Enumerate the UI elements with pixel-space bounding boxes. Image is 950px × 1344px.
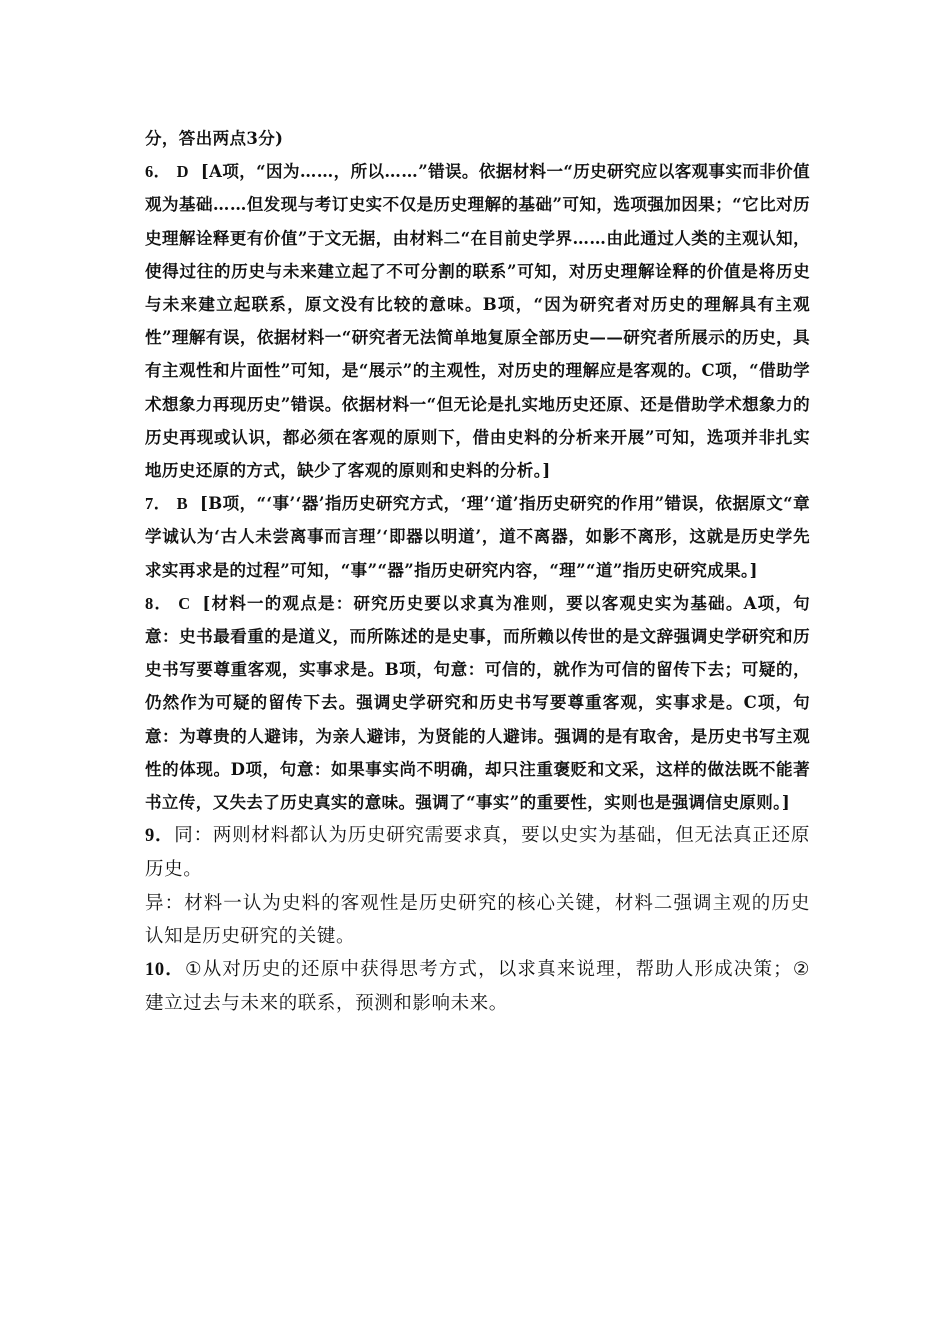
answer-text: ①从对历史的还原中获得思考方式，以求真来说理，帮助人形成决策；②建立过去与未来的联系，预测和影响未来。 xyxy=(145,959,810,1015)
question-number: 7． xyxy=(145,494,171,514)
fragment-top xyxy=(145,122,810,155)
fragment-top-text: 分，答出两点3分) xyxy=(145,129,284,148)
explanation-text: [B项，“‘事’‘器’指历史研究方式，‘理’‘道’指历史研究的作用”错误，依据原文“章学诚认为‘古人未尝离事而言理’‘即器以明道’，道不离器，如影不离形，这就是历史学先求实再求是的过程”可知，“事”“器”指历史研究内容，“理”“道”指历史研究成果。] xyxy=(145,494,810,580)
question-9-continuation xyxy=(145,887,810,953)
question-7 xyxy=(145,487,810,587)
explanation-text: [材料一的观点是：研究历史要以求真为准则，要以客观史实为基础。A项，句意：史书最看重的是道义，而所陈述的是史事，而所赖以传世的是文辞强调史学研究和历史书写要尊重客观，实事求是。B项，句意：可信的，就作为可信的留传下去；可疑的，仍然作为可疑的留传下去。强调史学研究和历史书写要尊重客观，实事求是。C项，句意：为尊贵的人避讳，为亲人避讳，为贤能的人避讳。强调的是有取舍，是历史书写主观性的体现。D项，句意：如果事实尚不明确，却只注重褒贬和文采，这样的做法既不能著书立传，又失去了历史真实的意味。强调了“事实”的重要性，实则也是强调信史原则。] xyxy=(145,593,810,813)
answer-text: 同：两则材料都认为历史研究需要求真，要以史实为基础，但无法真正还原历史。 xyxy=(145,825,810,881)
answer-choice: B xyxy=(176,494,189,514)
question-number: 9． xyxy=(145,826,175,847)
question-number: 10． xyxy=(145,960,185,981)
question-number: 8． xyxy=(145,593,173,613)
answer-key-body xyxy=(145,122,810,1020)
question-10 xyxy=(145,953,810,1020)
question-number: 6． xyxy=(145,162,171,182)
answer-choice: C xyxy=(178,593,191,613)
question-9 xyxy=(145,819,810,886)
answer-choice: D xyxy=(176,162,189,182)
question-6 xyxy=(145,155,810,487)
answer-text: 异：材料一认为史料的客观性是历史研究的核心关键，材料二强调主观的历史认知是历史研究的关键。 xyxy=(145,892,810,947)
explanation-text: [A项，“因为……，所以……”错误。依据材料一“历史研究应以客观事实而非价值观为基础……但发现与考订史实不仅是历史理解的基础”可知，选项强加因果；“它比对历史理解诠释更有价值”于文无据，由材料二“在目前史学界……由此通过人类的主观认知，使得过往的历史与未来建立起了不可分割的联系”可知，对历史理解诠释的价值是将历史与未来建立起联系，原文没有比较的意味。B项，“因为研究者对历史的理解具有主观性”理解有误，依据材料一“研究者无法简单地复原全部历史——研究者所展示的历史，具有主观性和片面性”可知，是“展示”的主观性，对历史的理解应是客观的。C项，“借助学术想象力再现历史”错误。依据材料一“但无论是扎实地历史还原、还是借助学术想象力的历史再现或认识，都必须在客观的原则下，借由史料的分析来开展”可知，选项并非扎实地历史还原的方式，缺少了客观的原则和史料的分析。] xyxy=(145,162,810,481)
question-8 xyxy=(145,587,810,819)
